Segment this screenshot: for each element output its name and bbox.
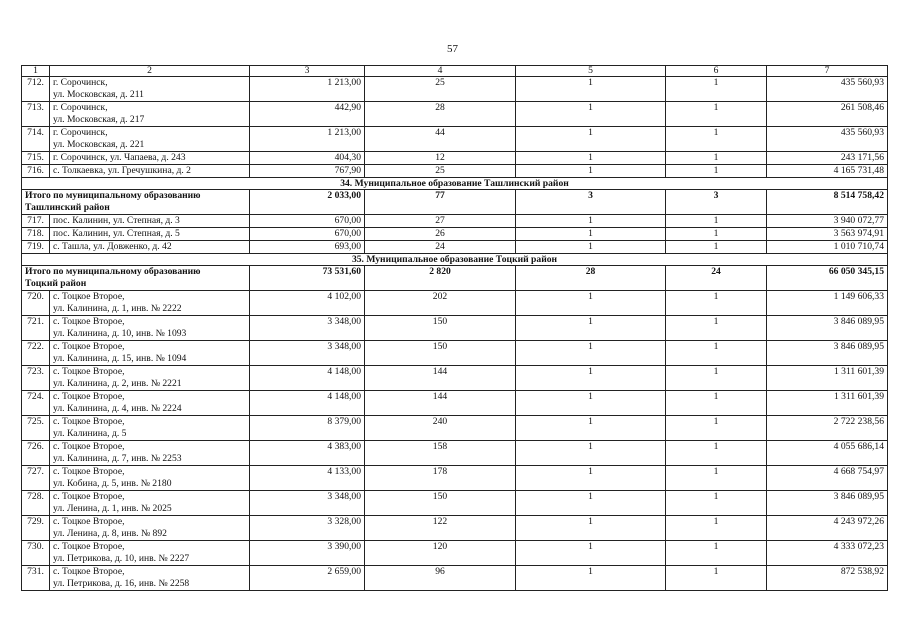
- buildings-cell: 1: [516, 416, 666, 441]
- table-row: [22, 516, 888, 541]
- column-header: 5: [516, 66, 666, 77]
- buildings-cell: 1: [516, 102, 666, 127]
- cell-line: с. Тоцкое Второе,: [53, 541, 125, 552]
- area-cell: 693,00: [250, 241, 365, 254]
- residents-cell: 240: [365, 416, 516, 441]
- residents-cell: 120: [365, 541, 516, 566]
- address-cell: [50, 152, 250, 165]
- table-row: [22, 165, 888, 178]
- area-cell: 4 148,00: [250, 366, 365, 391]
- units-cell: 1: [666, 127, 767, 152]
- cell-line-2: Тоцкий район: [25, 278, 87, 289]
- buildings-cell: 1: [516, 291, 666, 316]
- buildings-cell: 1: [516, 466, 666, 491]
- table-row: [22, 102, 888, 127]
- units-cell: 1: [666, 541, 767, 566]
- units-cell: 1: [666, 516, 767, 541]
- residents-cell: 12: [365, 152, 516, 165]
- area-cell: 442,90: [250, 102, 365, 127]
- residents-cell: 158: [365, 441, 516, 466]
- row-number: 730.: [22, 541, 50, 566]
- residents-cell: 150: [365, 316, 516, 341]
- address-cell: [50, 366, 250, 391]
- units-cell: 1: [666, 366, 767, 391]
- cell-line: Итого по муниципальному образованию: [25, 266, 201, 277]
- row-number: 727.: [22, 466, 50, 491]
- buildings-cell: 1: [516, 165, 666, 178]
- cell-line: г. Сорочинск,: [53, 102, 108, 113]
- cell-line-2: ул. Калинина, д. 7, инв. № 2253: [53, 453, 182, 464]
- buildings-cell: 1: [516, 516, 666, 541]
- row-number: 714.: [22, 127, 50, 152]
- units-cell: 1: [666, 566, 767, 591]
- buildings-cell: 3: [516, 190, 666, 215]
- cell-line-2: ул. Калинина, д. 4, инв. № 2224: [53, 403, 182, 414]
- amount-cell: 872 538,92: [767, 566, 888, 591]
- table-row: [22, 441, 888, 466]
- residents-cell: 144: [365, 391, 516, 416]
- cell-line-2: ул. Петрикова, д. 10, инв. № 2227: [53, 553, 190, 564]
- column-header: 1: [22, 66, 50, 77]
- table-row: [22, 391, 888, 416]
- buildings-cell: 1: [516, 441, 666, 466]
- buildings-cell: 1: [516, 228, 666, 241]
- cell-line-2: ул. Петрикова, д. 16, инв. № 2258: [53, 578, 190, 589]
- buildings-cell: 1: [516, 341, 666, 366]
- address-cell: [50, 165, 250, 178]
- buildings-cell: 1: [516, 566, 666, 591]
- amount-cell: 1 311 601,39: [767, 391, 888, 416]
- cell-line: Итого по муниципальному образованию: [25, 190, 201, 201]
- address-cell: [50, 466, 250, 491]
- address-cell: [50, 228, 250, 241]
- row-number: 721.: [22, 316, 50, 341]
- row-number: 716.: [22, 165, 50, 178]
- address-cell: [50, 566, 250, 591]
- cell-line: с. Тоцкое Второе,: [53, 366, 125, 377]
- row-number: 729.: [22, 516, 50, 541]
- amount-cell: 435 560,93: [767, 77, 888, 102]
- units-cell: 1: [666, 491, 767, 516]
- area-cell: 767,90: [250, 165, 365, 178]
- row-number: 713.: [22, 102, 50, 127]
- cell-line: г. Сорочинск,: [53, 77, 108, 88]
- row-number: 717.: [22, 215, 50, 228]
- cell-line: с. Тоцкое Второе,: [53, 441, 125, 452]
- amount-cell: 4 243 972,26: [767, 516, 888, 541]
- section-title: 35. Муниципальное образование Тоцкий район: [22, 254, 888, 266]
- address-cell: [50, 541, 250, 566]
- amount-cell: 4 668 754,97: [767, 466, 888, 491]
- residents-cell: 77: [365, 190, 516, 215]
- address-cell: [50, 291, 250, 316]
- area-cell: 4 383,00: [250, 441, 365, 466]
- table-row: [22, 127, 888, 152]
- residents-cell: 26: [365, 228, 516, 241]
- units-cell: 1: [666, 165, 767, 178]
- amount-cell: 1 149 606,33: [767, 291, 888, 316]
- cell-line-2: ул. Кобина, д. 5, инв. № 2180: [53, 478, 172, 489]
- area-cell: 3 390,00: [250, 541, 365, 566]
- residents-cell: 96: [365, 566, 516, 591]
- residents-cell: 28: [365, 102, 516, 127]
- cell-line: с. Тоцкое Второе,: [53, 341, 125, 352]
- amount-cell: 435 560,93: [767, 127, 888, 152]
- table-row: [22, 291, 888, 316]
- cell-line-2: Ташлинский район: [25, 202, 110, 213]
- column-header: 4: [365, 66, 516, 77]
- table-row: [22, 466, 888, 491]
- residents-cell: 178: [365, 466, 516, 491]
- cell-line-2: ул. Московская, д. 211: [53, 89, 144, 100]
- area-cell: 3 348,00: [250, 491, 365, 516]
- cell-line: с. Толкаевка, ул. Гречушкина, д. 2: [53, 165, 191, 176]
- area-cell: 3 328,00: [250, 516, 365, 541]
- units-cell: 24: [666, 266, 767, 291]
- cell-line-2: ул. Ленина, д. 1, инв. № 2025: [53, 503, 172, 514]
- area-cell: 1 213,00: [250, 127, 365, 152]
- units-cell: 1: [666, 441, 767, 466]
- amount-cell: 3 563 974,91: [767, 228, 888, 241]
- cell-line-2: ул. Московская, д. 217: [53, 114, 145, 125]
- total-label: [22, 266, 250, 291]
- area-cell: 1 213,00: [250, 77, 365, 102]
- units-cell: 1: [666, 102, 767, 127]
- units-cell: 1: [666, 291, 767, 316]
- buildings-cell: 1: [516, 491, 666, 516]
- table-row: [22, 152, 888, 165]
- row-number: 718.: [22, 228, 50, 241]
- amount-cell: 3 846 089,95: [767, 491, 888, 516]
- units-cell: 1: [666, 215, 767, 228]
- total-row: [22, 266, 888, 291]
- cell-line: с. Тоцкое Второе,: [53, 316, 125, 327]
- row-number: 726.: [22, 441, 50, 466]
- residents-cell: 2 820: [365, 266, 516, 291]
- buildings-cell: 1: [516, 77, 666, 102]
- residents-cell: 122: [365, 516, 516, 541]
- cell-line: пос. Калинин, ул. Степная, д. 5: [53, 228, 180, 239]
- area-cell: 4 102,00: [250, 291, 365, 316]
- units-cell: 3: [666, 190, 767, 215]
- buildings-cell: 1: [516, 215, 666, 228]
- units-cell: 1: [666, 416, 767, 441]
- row-number: 715.: [22, 152, 50, 165]
- section-header-row: [22, 254, 888, 266]
- address-cell: [50, 102, 250, 127]
- address-cell: [50, 316, 250, 341]
- table-row: [22, 228, 888, 241]
- area-cell: 670,00: [250, 215, 365, 228]
- amount-cell: 4 333 072,23: [767, 541, 888, 566]
- table-row: [22, 215, 888, 228]
- address-cell: [50, 127, 250, 152]
- residents-cell: 25: [365, 165, 516, 178]
- column-header: 7: [767, 66, 888, 77]
- table-row: [22, 491, 888, 516]
- area-cell: 4 148,00: [250, 391, 365, 416]
- residents-cell: 202: [365, 291, 516, 316]
- residents-cell: 150: [365, 491, 516, 516]
- column-header-row: [22, 66, 888, 77]
- amount-cell: 66 050 345,15: [767, 266, 888, 291]
- address-cell: [50, 391, 250, 416]
- cell-line-2: ул. Московская, д. 221: [53, 139, 145, 150]
- units-cell: 1: [666, 77, 767, 102]
- units-cell: 1: [666, 316, 767, 341]
- table-row: [22, 366, 888, 391]
- row-number: 731.: [22, 566, 50, 591]
- amount-cell: 3 846 089,95: [767, 341, 888, 366]
- table-row: [22, 316, 888, 341]
- cell-line: с. Тоцкое Второе,: [53, 566, 125, 577]
- amount-cell: 243 171,56: [767, 152, 888, 165]
- residents-cell: 25: [365, 77, 516, 102]
- buildings-cell: 1: [516, 127, 666, 152]
- address-cell: [50, 441, 250, 466]
- area-cell: 8 379,00: [250, 416, 365, 441]
- residents-cell: 44: [365, 127, 516, 152]
- amount-cell: 2 722 238,56: [767, 416, 888, 441]
- cell-line: пос. Калинин, ул. Степная, д. 3: [53, 215, 180, 226]
- address-cell: [50, 215, 250, 228]
- cell-line: г. Сорочинск, ул. Чапаева, д. 243: [53, 152, 186, 163]
- buildings-cell: 1: [516, 541, 666, 566]
- column-header: 6: [666, 66, 767, 77]
- column-header: 3: [250, 66, 365, 77]
- section-title: 34. Муниципальное образование Ташлинский район: [22, 178, 888, 190]
- units-cell: 1: [666, 466, 767, 491]
- page-number: 57: [447, 43, 458, 55]
- cell-line: г. Сорочинск,: [53, 127, 108, 138]
- section-header-row: [22, 178, 888, 190]
- units-cell: 1: [666, 391, 767, 416]
- cell-line-2: ул. Калинина, д. 15, инв. № 1094: [53, 353, 187, 364]
- area-cell: 2 659,00: [250, 566, 365, 591]
- buildings-cell: 1: [516, 391, 666, 416]
- row-number: 725.: [22, 416, 50, 441]
- area-cell: 73 531,60: [250, 266, 365, 291]
- amount-cell: 8 514 758,42: [767, 190, 888, 215]
- row-number: 723.: [22, 366, 50, 391]
- units-cell: 1: [666, 228, 767, 241]
- buildings-cell: 1: [516, 316, 666, 341]
- buildings-cell: 1: [516, 241, 666, 254]
- table-body: [22, 66, 888, 591]
- units-cell: 1: [666, 152, 767, 165]
- table-row: [22, 241, 888, 254]
- total-row: [22, 190, 888, 215]
- table-row: [22, 416, 888, 441]
- cell-line: с. Тоцкое Второе,: [53, 491, 125, 502]
- table-row: [22, 341, 888, 366]
- amount-cell: 4 055 686,14: [767, 441, 888, 466]
- residents-cell: 24: [365, 241, 516, 254]
- amount-cell: 4 165 731,48: [767, 165, 888, 178]
- area-cell: 3 348,00: [250, 341, 365, 366]
- area-cell: 404,30: [250, 152, 365, 165]
- row-number: 720.: [22, 291, 50, 316]
- address-cell: [50, 241, 250, 254]
- address-cell: [50, 77, 250, 102]
- row-number: 712.: [22, 77, 50, 102]
- cell-line: с. Тоцкое Второе,: [53, 391, 125, 402]
- cell-line-2: ул. Калинина, д. 2, инв. № 2221: [53, 378, 182, 389]
- table-row: [22, 541, 888, 566]
- cell-line: с. Ташла, ул. Довженко, д. 42: [53, 241, 172, 252]
- housing-table: [21, 65, 888, 591]
- address-cell: [50, 516, 250, 541]
- cell-line: с. Тоцкое Второе,: [53, 416, 125, 427]
- row-number: 722.: [22, 341, 50, 366]
- cell-line-2: ул. Калинина, д. 1, инв. № 2222: [53, 303, 182, 314]
- total-label: [22, 190, 250, 215]
- row-number: 724.: [22, 391, 50, 416]
- cell-line-2: ул. Калинина, д. 5: [53, 428, 127, 439]
- buildings-cell: 1: [516, 152, 666, 165]
- buildings-cell: 1: [516, 366, 666, 391]
- units-cell: 1: [666, 241, 767, 254]
- address-cell: [50, 491, 250, 516]
- cell-line: с. Тоцкое Второе,: [53, 291, 125, 302]
- cell-line: с. Тоцкое Второе,: [53, 466, 125, 477]
- cell-line: с. Тоцкое Второе,: [53, 516, 125, 527]
- cell-line-2: ул. Ленина, д. 8, инв. № 892: [53, 528, 167, 539]
- address-cell: [50, 416, 250, 441]
- column-header: 2: [50, 66, 250, 77]
- table-row: [22, 77, 888, 102]
- area-cell: 3 348,00: [250, 316, 365, 341]
- area-cell: 2 033,00: [250, 190, 365, 215]
- residents-cell: 144: [365, 366, 516, 391]
- cell-line-2: ул. Калинина, д. 10, инв. № 1093: [53, 328, 187, 339]
- row-number: 719.: [22, 241, 50, 254]
- table-row: [22, 566, 888, 591]
- amount-cell: 1 010 710,74: [767, 241, 888, 254]
- amount-cell: 3 846 089,95: [767, 316, 888, 341]
- area-cell: 670,00: [250, 228, 365, 241]
- residents-cell: 27: [365, 215, 516, 228]
- amount-cell: 261 508,46: [767, 102, 888, 127]
- units-cell: 1: [666, 341, 767, 366]
- area-cell: 4 133,00: [250, 466, 365, 491]
- amount-cell: 1 311 601,39: [767, 366, 888, 391]
- address-cell: [50, 341, 250, 366]
- residents-cell: 150: [365, 341, 516, 366]
- amount-cell: 3 940 072,77: [767, 215, 888, 228]
- row-number: 728.: [22, 491, 50, 516]
- buildings-cell: 28: [516, 266, 666, 291]
